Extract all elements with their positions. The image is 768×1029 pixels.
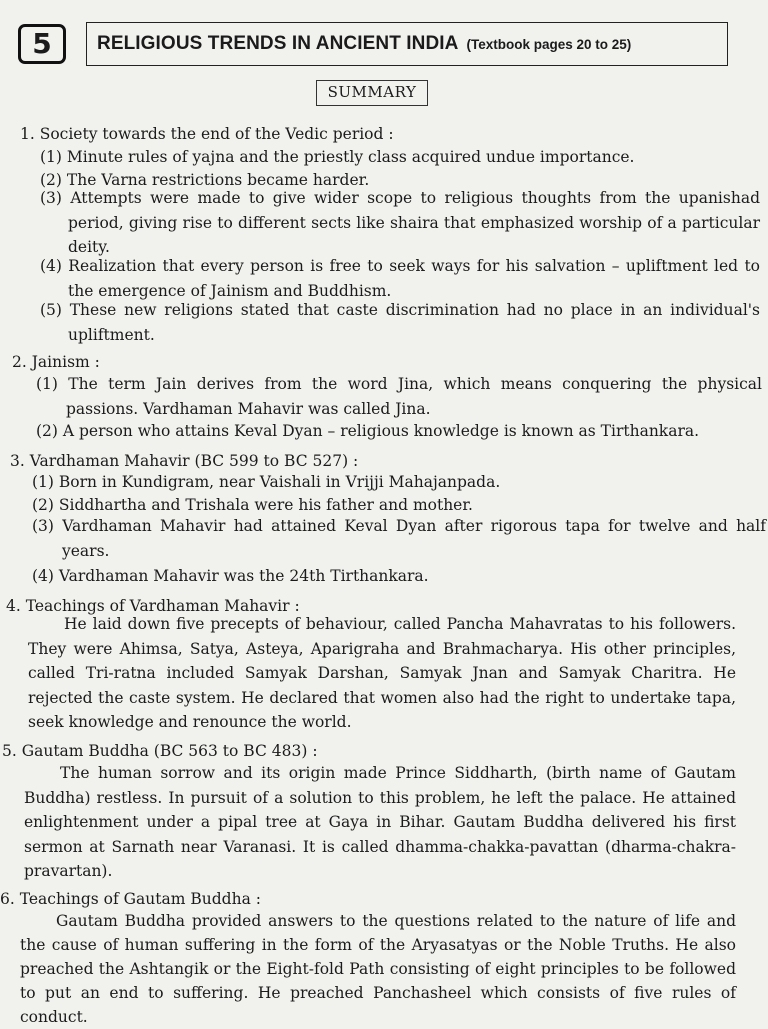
list-item: (2) Siddhartha and Trishala were his father and mother. (32, 496, 473, 514)
list-item: (1) Minute rules of yajna and the priestly class acquired undue importance. (40, 148, 635, 166)
list-item: (2) A person who attains Keval Dyan – religious knowledge is known as Tirthankara. (36, 422, 700, 440)
list-item: (3) Vardhaman Mahavir had attained Keval Dyan after rigorous tapa for twelve and half years. (32, 517, 766, 560)
section-heading: 1. Society towards the end of the Vedic period : (20, 125, 394, 143)
chapter-title-box (86, 22, 728, 66)
chapter-number-badge: 5 (18, 24, 66, 64)
section-heading: 2. Jainism : (12, 353, 100, 371)
summary-label: SUMMARY (316, 80, 428, 106)
list-item: (3) Attempts were made to give wider scope to religious thoughts from the upanishad period, giving rise to different sects like shaira that emphasized worship of a particular deity. (40, 189, 760, 256)
section-paragraph: Gautam Buddha provided answers to the questions related to the nature of life and the cause of human suffering in the form of the Aryasatyas or the Noble Truths. He also preached the Ashtangik or the Eight-fold Path consisting of eight principles to be followed to put an end to suffering. He preached Panchasheel which consists of five rules of conduct. (20, 912, 736, 1026)
list-item: (2) The Varna restrictions became harder. (40, 171, 370, 189)
list-item: (1) The term Jain derives from the word Jina, which means conquering the physical passions. Vardhaman Mahavir was called Jina. (36, 375, 762, 418)
section-paragraph: The human sorrow and its origin made Prince Siddharth, (birth name of Gautam Buddha) restless. In pursuit of a solution to this problem, he left the palace. He attained enlightenment under a pipal tree at Gaya in Bihar. Gautam Buddha delivered his first sermon at Sarnath near Varanasi. It is called dhamma-chakka-pavattan (dharma-chakra-pravartan). (24, 764, 736, 880)
list-item: (1) Born in Kundigram, near Vaishali in Vrijji Mahajanpada. (32, 473, 501, 491)
section-heading: 5. Gautam Buddha (BC 563 to BC 483) : (2, 742, 318, 760)
chapter-header (18, 20, 730, 68)
section-paragraph: He laid down five precepts of behaviour, called Pancha Mahavratas to his followers. They were Ahimsa, Satya, Asteya, Aparigraha and Brahmacharya. His other principles, called Tri-ratna included Samyak Darshan, Samyak Jnan and Samyak Charitra. He rejected the caste system. He declared that women also had the right to undertake tapa, seek knowledge and renounce the world. (28, 615, 736, 731)
list-item: (4) Vardhaman Mahavir was the 24th Tirthankara. (32, 567, 429, 585)
list-item: (5) These new religions stated that caste discrimination had no place in an individual's upliftment. (40, 301, 760, 344)
chapter-title: RELIGIOUS TRENDS IN ANCIENT INDIA (97, 33, 459, 54)
textbook-reference: (Textbook pages 20 to 25) (466, 36, 632, 52)
list-item: (4) Realization that every person is free to seek ways for his salvation – upliftment led to the emergence of Jainism and Buddhism. (40, 257, 760, 300)
section-heading: 6. Teachings of Gautam Buddha : (0, 890, 261, 908)
section-heading: 4. Teachings of Vardhaman Mahavir : (6, 597, 300, 615)
section-heading: 3. Vardhaman Mahavir (BC 599 to BC 527) : (10, 452, 359, 470)
